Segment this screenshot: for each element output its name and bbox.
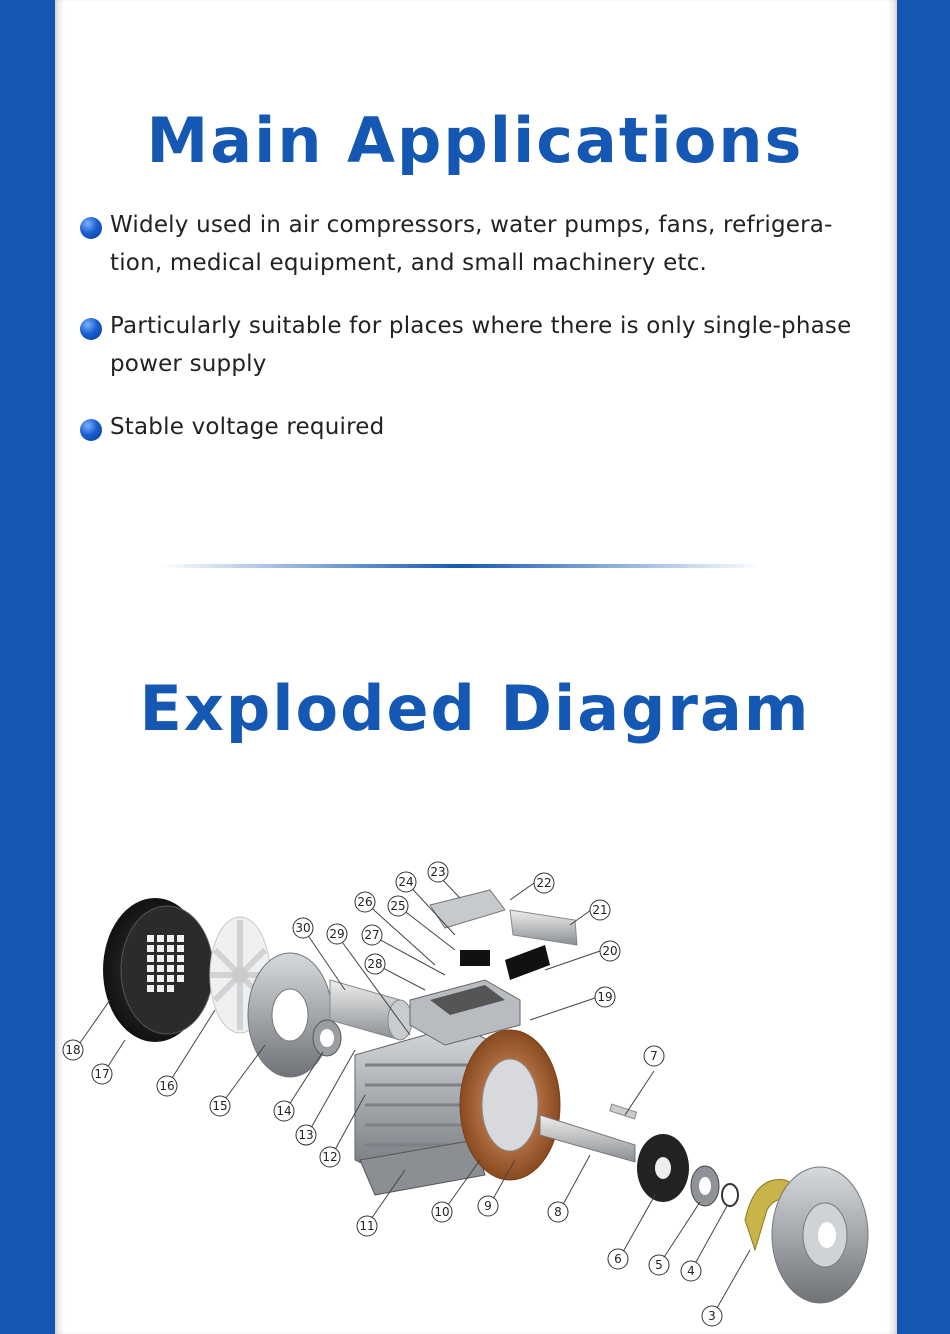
svg-text:7: 7: [650, 1049, 658, 1063]
callout-24: [396, 872, 416, 892]
callout-18: [63, 1040, 83, 1060]
application-text: Particularly suitable for places where there is only single-phase power supply: [110, 313, 852, 377]
bullet-icon: [80, 318, 102, 340]
application-item: [80, 307, 895, 383]
callout-15: [210, 1096, 230, 1116]
callout-8: [548, 1202, 568, 1222]
callout-6: [608, 1249, 628, 1269]
callout-5: [649, 1255, 669, 1275]
application-text: Widely used in air compressors, water pumps, fans, refrigera- tion, medical equipment, and small machinery etc.: [110, 212, 833, 276]
callout-27: [362, 925, 382, 945]
svg-text:29: 29: [329, 927, 345, 941]
callout-28: [365, 954, 385, 974]
callout-7: [644, 1046, 664, 1066]
svg-text:12: 12: [322, 1150, 338, 1164]
svg-text:18: 18: [65, 1043, 81, 1057]
callout-13: [296, 1125, 316, 1145]
svg-text:25: 25: [390, 899, 406, 913]
callout-3: [702, 1306, 722, 1326]
callout-12: [320, 1147, 340, 1167]
svg-text:11: 11: [359, 1219, 375, 1233]
svg-text:19: 19: [597, 990, 613, 1004]
bullet-icon: [80, 217, 102, 239]
svg-text:10: 10: [434, 1205, 450, 1219]
application-item: [80, 408, 895, 446]
svg-text:13: 13: [298, 1128, 314, 1142]
rear-bearing: [313, 1020, 341, 1056]
callout-20: [600, 941, 620, 961]
svg-text:8: 8: [554, 1205, 562, 1219]
svg-text:14: 14: [276, 1104, 292, 1118]
callout-22: [534, 873, 554, 893]
svg-text:23: 23: [430, 865, 446, 879]
callout-17: [92, 1064, 112, 1084]
svg-text:15: 15: [212, 1099, 228, 1113]
svg-text:21: 21: [592, 903, 608, 917]
bullet-icon: [80, 419, 102, 441]
svg-text:27: 27: [364, 928, 380, 942]
main-applications-heading: Main Applications: [146, 104, 804, 177]
svg-text:22: 22: [536, 876, 552, 890]
section-divider: [160, 564, 760, 568]
svg-text:17: 17: [94, 1067, 110, 1081]
svg-text:16: 16: [159, 1079, 175, 1093]
svg-text:30: 30: [295, 921, 311, 935]
callout-4: [681, 1261, 701, 1281]
fan-cover: [103, 898, 213, 1042]
callout-9: [478, 1196, 498, 1216]
callout-29: [327, 924, 347, 944]
svg-text:4: 4: [687, 1264, 695, 1278]
svg-text:28: 28: [367, 957, 383, 971]
svg-text:6: 6: [614, 1252, 622, 1266]
svg-text:26: 26: [357, 895, 373, 909]
svg-text:20: 20: [602, 944, 618, 958]
exploded-diagram-heading: Exploded Diagram: [139, 672, 811, 745]
callout-26: [355, 892, 375, 912]
callout-30: [293, 918, 313, 938]
callout-10: [432, 1202, 452, 1222]
application-item: [80, 206, 895, 282]
stator-winding: [460, 1030, 560, 1180]
callout-11: [357, 1216, 377, 1236]
callout-21: [590, 900, 610, 920]
front-end-shield: [772, 1167, 868, 1303]
callout-19: [595, 987, 615, 1007]
exploded-diagram: [55, 840, 897, 1334]
applications-list: [80, 206, 895, 471]
callout-23: [428, 862, 448, 882]
svg-text:24: 24: [398, 875, 414, 889]
callout-14: [274, 1101, 294, 1121]
svg-text:9: 9: [484, 1199, 492, 1213]
svg-text:3: 3: [708, 1309, 716, 1323]
svg-text:5: 5: [655, 1258, 663, 1272]
callout-25: [388, 896, 408, 916]
capacitor: [330, 980, 412, 1040]
callout-16: [157, 1076, 177, 1096]
application-text: Stable voltage required: [110, 414, 385, 440]
